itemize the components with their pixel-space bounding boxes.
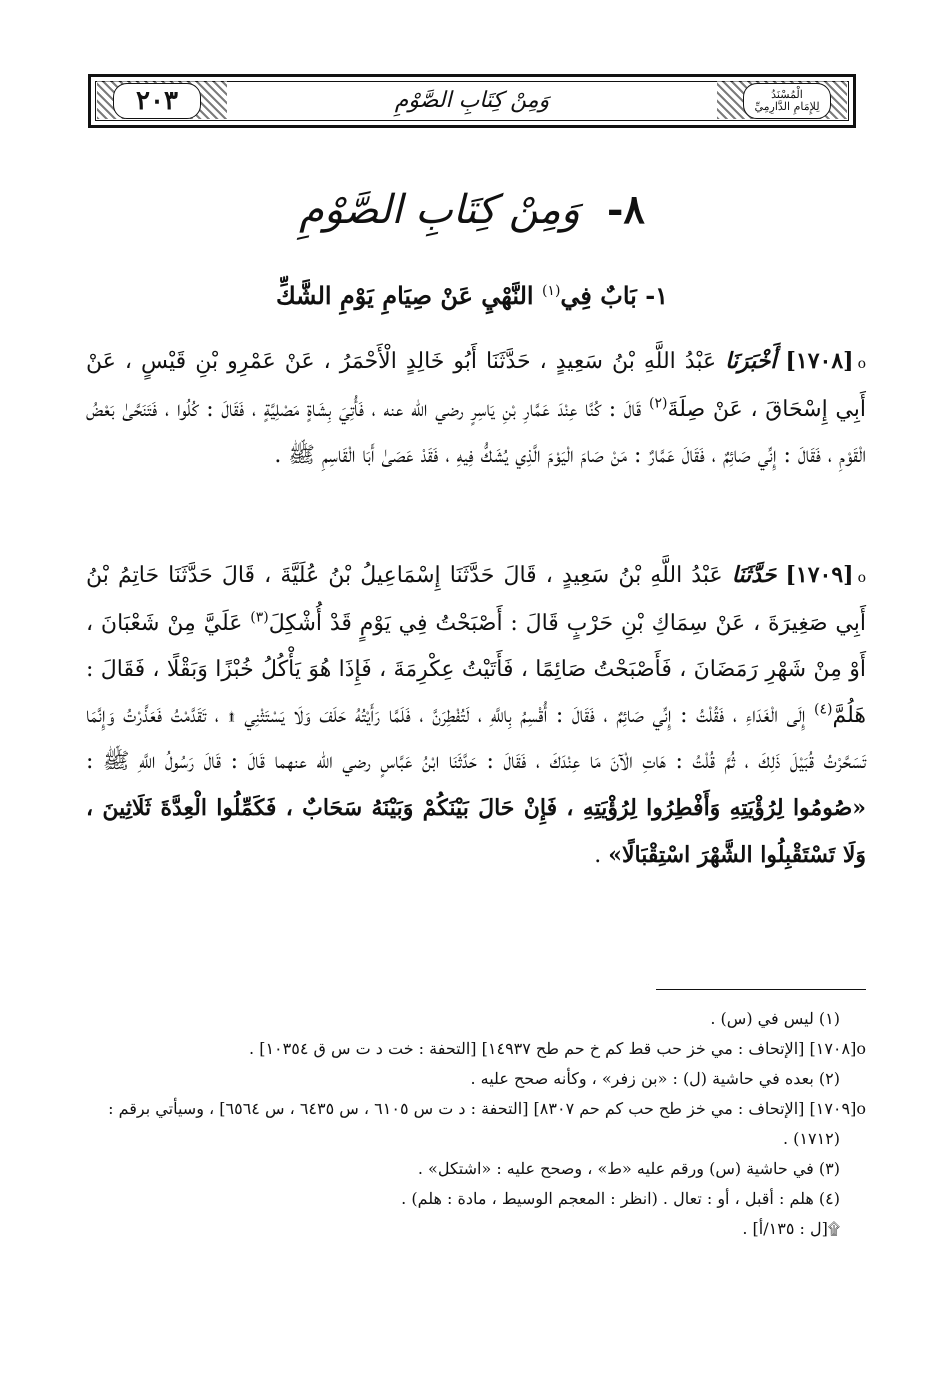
hadith-lead: أَخْبَرَنَا <box>725 348 777 374</box>
bab-title: النَّهْيِ عَنْ صِيَامِ يَوْمِ الشَّكِّ <box>275 281 534 310</box>
page-number-box <box>113 83 201 119</box>
chapter-title: وَمِنْ كِتَابِ الصَّوْمِ <box>299 187 581 233</box>
circle-marker-icon: o <box>857 356 866 372</box>
hadith-1708 <box>86 338 866 479</box>
book-logo-line2: لِلإِمَامِ الدَّارِمِيِّ <box>754 100 820 113</box>
hadith-text: عَبْدُ اللَّهِ بْنُ سَعِيدٍ ، حَدَّثَنَا أَبُو خَالِدٍ الْأَحْمَرُ ، عَنْ عَمْرِو بْنِ قَيْسٍ ، عَنْ أَبِي إِسْحَاقَ ، عَنْ صِلَةَ <box>86 349 866 422</box>
header-title: وَمِنْ كِتَابِ الصَّوْمِ <box>394 87 550 113</box>
bab-heading <box>0 276 944 316</box>
takhrij-note: o[١٧٠٩] [الإتحاف : مي خز طح حب كم حم ٨٣٠٧] [التحفة : د ت س ٦١٠٥ ، س ٦٤٣٥ ، س ٦٥٦٤] ، وسيأتي برقم : (١٧١٢) . <box>108 1099 866 1148</box>
chapter-number: ٨- <box>606 186 645 233</box>
chapter-heading <box>0 180 944 240</box>
hadith-text: إِلَى الْغَدَاءِ ، فَقُلْتُ : إِنِّي صَائِمٌ ، فَقَالَ : أُقْسِمُ بِاللَّهِ ، لَتُفْطِرَنَّ ، فَلَمَّا رَأَيْتُهُ حَلَفَ وَلَا يَسْتَثْنِي ۩ ، تَقَدَّمْتُ فَعَذَّرْتُ وَإِنَّمَا تَسَحَّرْتُ قُبَيْلَ ذَلِكَ ، ثُمَّ قُلْتُ : هَاتِ الْآنَ مَا عِنْدَكَ ، فَقَالَ : حَدَّثَنَا ابْنُ عَبَّاسٍ رضي الله عنهما قَالَ : قَالَ رَسُولُ اللَّهِ ﷺ : <box>86 703 866 774</box>
running-header <box>88 74 856 128</box>
hadith-text: قَالَ : كُنَّا عِنْدَ عَمَّارِ بْنِ يَاسِرٍ رضي الله عنه ، فَأُتِيَ بِشَاةٍ مَصْلِيَّةٍ ، فَقَالَ : كُلُوا ، فَتَنَحَّىٰ بَعْضُ الْقَوْمِ ، فَقَالَ : إِنِّي صَائِمٌ ، فَقَالَ عَمَّارٌ : مَنْ صَامَ الْيَوْمَ الَّذِي يُشَكُّ فِيهِ ، فَقَدْ عَصَىٰ أَبَا الْقَاسِمِ ﷺ . <box>86 397 866 468</box>
footnote: (١) ليس في (س) . <box>710 1009 840 1028</box>
footnote-ref: (٣) <box>250 609 269 626</box>
book-logo-text <box>754 89 819 113</box>
bab-label: ١- بَابٌ فِي <box>560 281 669 310</box>
hadith-text: عَلَيَّ مِنْ شَعْبَانَ ، أَوْ مِنْ شَهْرِ رَمَضَانَ ، فَأَصْبَحْتُ صَائِمًا ، فَأَتَيْتُ عِكْرِمَةَ ، فَإِذَا هُوَ يَأْكُلُ خُبْزًا وَبَقْلًا ، فَقَالَ : هَلُمَّ <box>86 611 866 728</box>
footnote-divider <box>656 989 866 990</box>
footnote: (٣) في حاشية (س) ورقم عليه «ط» ، وصحح عليه : «اشتكل» . <box>417 1159 840 1178</box>
book-logo-line1: الْمُسْنَدُ <box>771 88 803 101</box>
footnotes <box>86 1004 866 1244</box>
hadith-lead: حَدَّثَنَا <box>731 562 777 588</box>
hadith-number: [١٧٠٨] <box>785 348 854 374</box>
hadith-text: عَبْدُ اللَّهِ بْنُ سَعِيدٍ ، قَالَ حَدَّثَنَا إِسْمَاعِيلُ بْنُ عُلَيَّةَ ، قَالَ حَدَّثَنَا حَاتِمُ بْنُ أَبِي صَغِيرَةَ ، عَنْ سِمَاكِ بْنِ حَرْبٍ قَالَ : أَصْبَحْتُ فِي يَوْمٍ قَدْ أُشْكِلَ <box>86 563 867 636</box>
prophetic-quote: «صُومُوا لِرُؤْيَتِهِ وَأَفْطِرُوا لِرُؤْيَتِهِ ، فَإِنْ حَالَ بَيْنَكُمْ وَبَيْنَهُ سَحَابٌ ، فَكَمِّلُوا الْعِدَّةَ ثَلَاثِينَ ، وَلَا تَسْتَقْبِلُوا الشَّهْرَ اسْتِقْبَالًا» <box>86 795 866 868</box>
footnote: (٢) بعده في حاشية (ل) : «بن زفر» ، وكأنه صحح عليه . <box>470 1069 840 1088</box>
bab-footnote-ref: (١) <box>541 283 561 299</box>
takhrij-note: o[١٧٠٨] [الإتحاف : مي خز حب قط كم خ حم طح ١٤٩٣٧] [التحفة : خت د ت س ق ١٠٣٥٤] . <box>249 1039 866 1058</box>
footnote-ref: (٤) <box>814 701 833 718</box>
book-logo-icon <box>743 83 831 119</box>
footnote: (٤) هلم : أقبل ، أو : تعال . (انظر : المعجم الوسيط ، مادة : هلم) . <box>401 1189 840 1208</box>
hadith-end: . <box>594 843 602 868</box>
circle-marker-icon: o <box>857 570 866 586</box>
page-number: ٢٠٣ <box>136 86 178 116</box>
hadith-number: [١٧٠٩] <box>785 562 854 588</box>
manuscript-page-note: ۩[ل : ١٣٥/أ] . <box>742 1219 840 1238</box>
footnote-ref: (٢) <box>649 395 668 412</box>
hadith-1709 <box>86 552 866 879</box>
